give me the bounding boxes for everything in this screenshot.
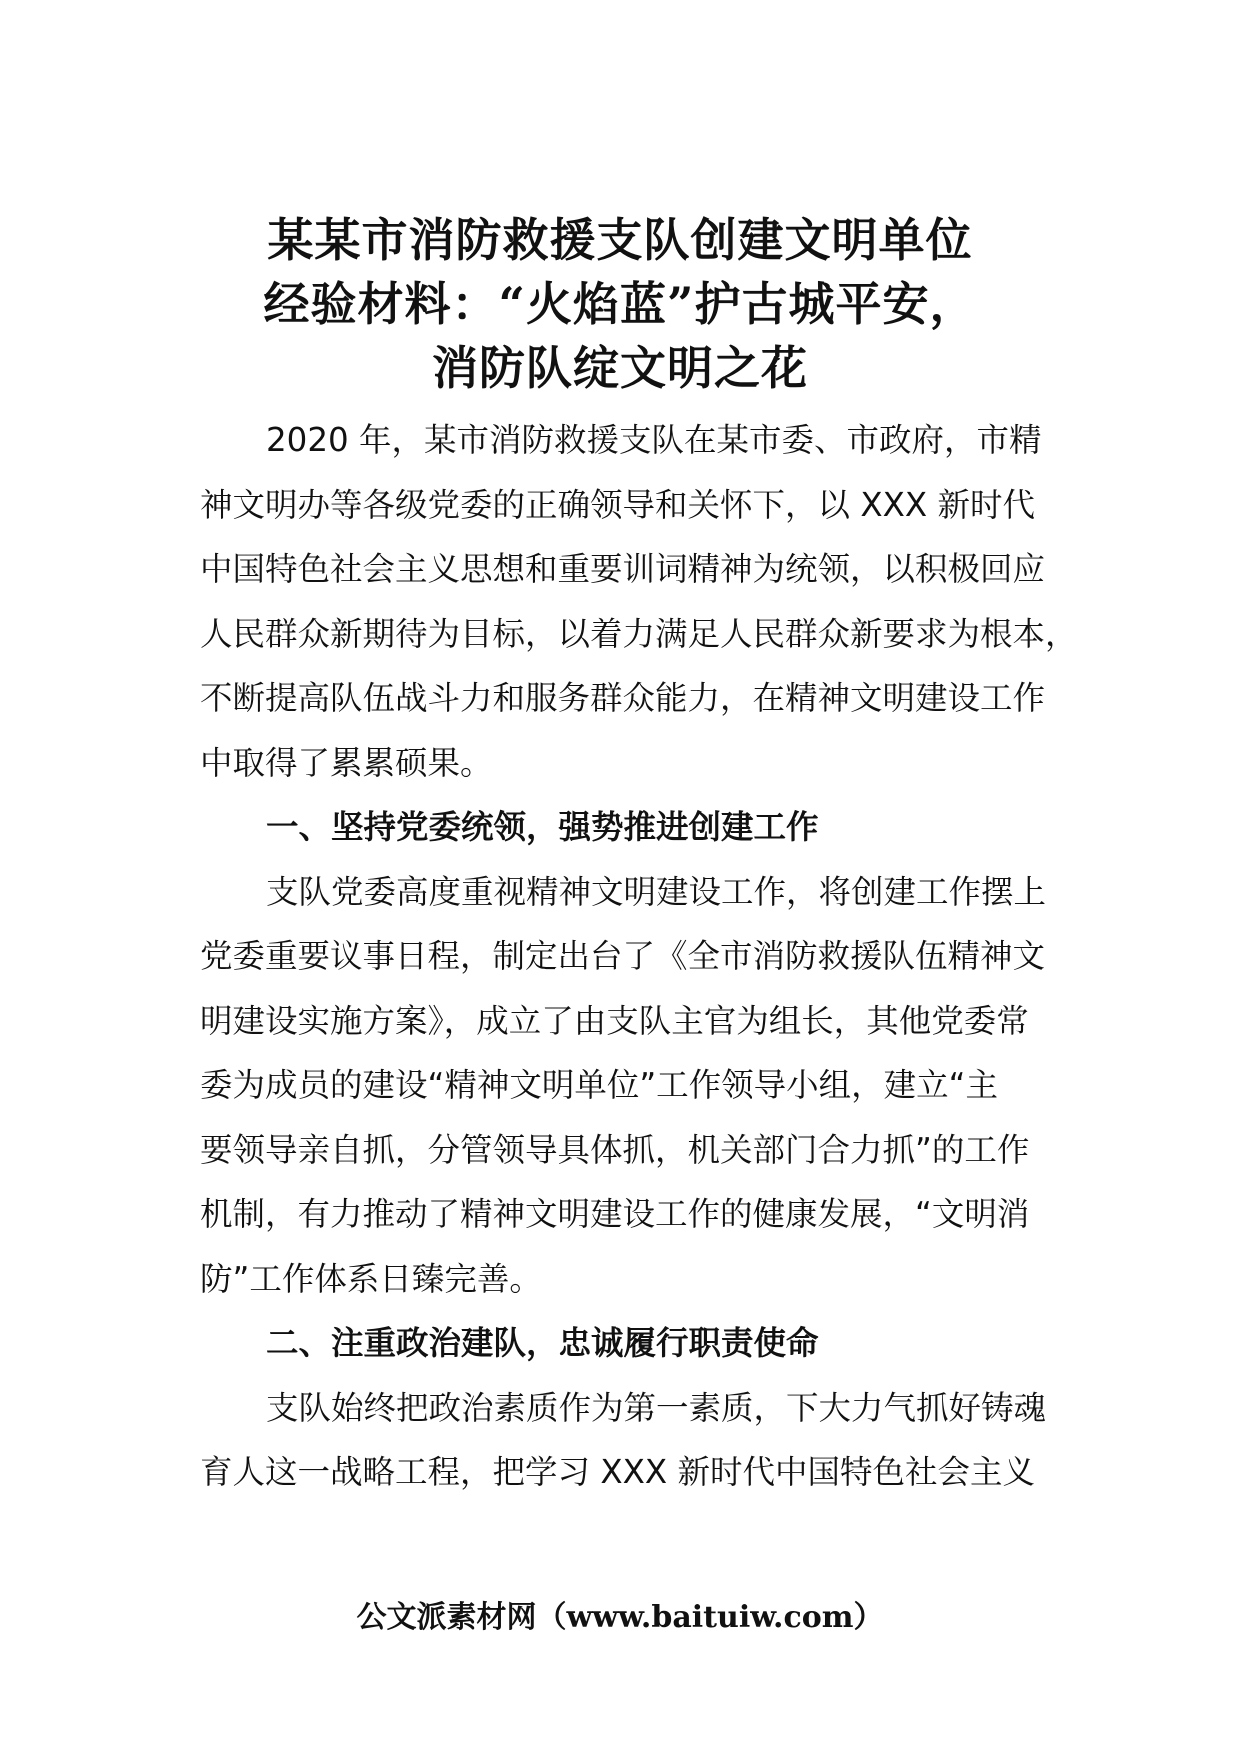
title-line-3: 消防队绽文明之花 — [432, 341, 808, 395]
section-heading-1: 一、坚持党委统领，强势推进创建工作 — [266, 808, 819, 846]
paragraph-line: 党委重要议事日程，制定出台了《全市消防救援队伍精神文 — [200, 937, 1046, 975]
paragraph-section-2 — [200, 1376, 1080, 1505]
page-footer: 公文派素材网（www.baituiw.com） — [356, 1600, 884, 1635]
paragraph-line: 防”工作体系日臻完善。 — [200, 1259, 542, 1298]
paragraph-line: 中取得了累累硕果。 — [200, 743, 493, 782]
paragraph-line: 神文明办等各级党委的正确领导和关怀下，以 XXX 新时代 — [200, 485, 1035, 524]
paragraph-line: 支队始终把政治素质作为第一素质，下大力气抓好铸魂 — [266, 1388, 1047, 1427]
paragraph-line: 不断提高队伍战斗力和服务群众能力，在精神文明建设工作 — [200, 679, 1046, 717]
paragraph-line: 机制，有力推动了精神文明建设工作的健康发展，“文明消 — [200, 1195, 1030, 1233]
paragraph-line: 人民群众新期待为目标，以着力满足人民群众新要求为根本， — [200, 614, 1078, 653]
paragraph-line: 委为成员的建设“精神文明单位”工作领导小组，建立“主 — [200, 1066, 999, 1104]
title-line-2: 经验材料：“火焰蓝”护古城平安， — [263, 277, 977, 331]
paragraph-line: 育人这一战略工程，把学习 XXX 新时代中国特色社会主义 — [200, 1453, 1035, 1491]
title-line-1: 某某市消防救援支队创建文明单位 — [267, 213, 973, 267]
paragraph-line: 中国特色社会主义思想和重要训词精神为统领，以积极回应 — [200, 550, 1046, 588]
paragraph-line: 支队党委高度重视精神文明建设工作，将创建工作摆上 — [266, 872, 1047, 911]
paragraph-line: 要领导亲自抓，分管领导具体抓，机关部门合力抓”的工作 — [200, 1130, 1030, 1169]
paragraph-line: 明建设实施方案》，成立了由支队主官为组长，其他党委常 — [200, 1001, 1029, 1040]
paragraph-line: 2020 年，某市消防救援支队在某市委、市政府，市精 — [266, 421, 1042, 459]
paragraph-intro — [200, 408, 1080, 795]
document-body — [200, 408, 1080, 1505]
paragraph-section-1 — [200, 860, 1080, 1312]
section-heading-2: 二、注重政治建队，忠诚履行职责使命 — [266, 1324, 819, 1362]
document-title — [140, 208, 1100, 400]
